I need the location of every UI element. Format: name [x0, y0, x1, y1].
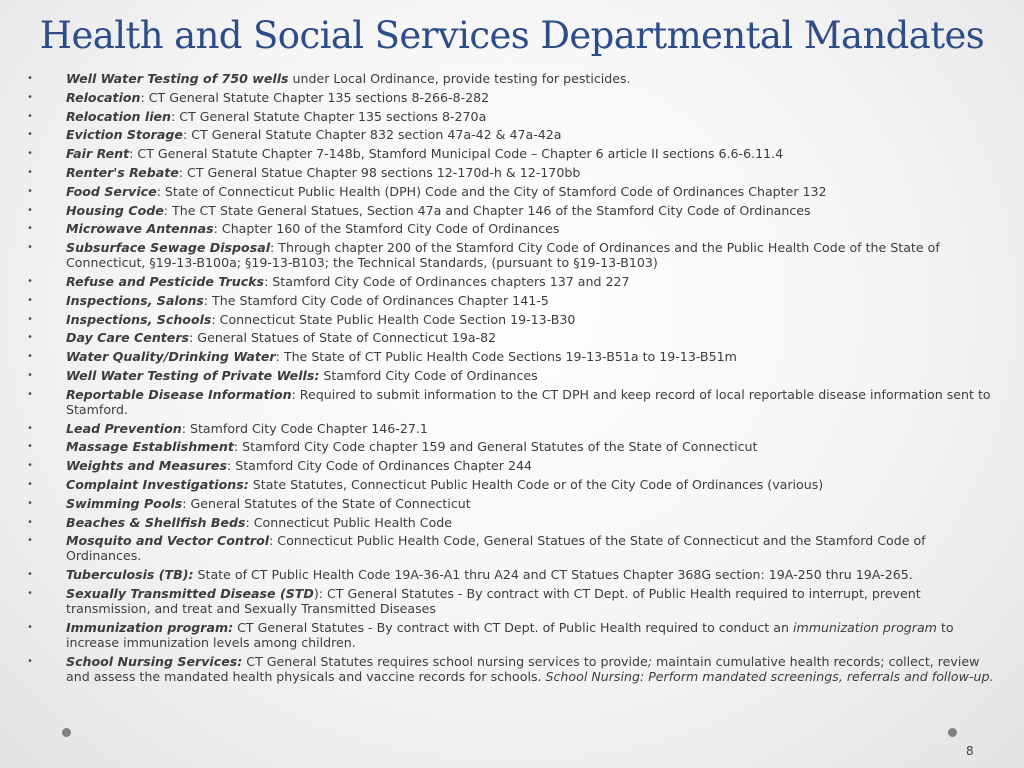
list-item — [0, 496, 1024, 511]
item-emphasis: immunization program — [792, 619, 937, 635]
item-label: Swimming Pools — [66, 495, 183, 511]
bullet-icon: • — [27, 332, 33, 344]
list-item — [0, 240, 1024, 270]
item-text: : Through chapter 200 of the Stamford City Code of Ordinances and the Public Health Code of the State of Connecticut, §19-13-B100a; §19-13-B103; the Technical Standards, (pursuant to §19-13-B103) — [66, 240, 940, 271]
item-text-tail: to increase immunization levels among children. — [66, 619, 954, 650]
list-item — [0, 203, 1024, 218]
list-item — [0, 293, 1024, 308]
bullet-icon: • — [27, 110, 33, 122]
list-item — [0, 127, 1024, 142]
item-text: : Stamford City Code chapter 159 and General Statutes of the State of Connecticut — [233, 439, 758, 455]
bullet-icon: • — [27, 351, 33, 363]
list-item — [0, 421, 1024, 436]
item-text: : Stamford City Code of Ordinances chapters 137 and 227 — [264, 273, 630, 289]
item-label: Well Water Testing of 750 wells — [66, 71, 289, 86]
item-label: Subsurface Sewage Disposal — [66, 240, 271, 256]
item-text: : General Statues of State of Connecticut 19a-82 — [189, 330, 497, 346]
bullet-icon: • — [27, 223, 33, 235]
bullet-icon: • — [27, 388, 33, 400]
item-label: Inspections, Schools — [66, 311, 212, 327]
item-label: Mosquito and Vector Control — [66, 533, 270, 549]
item-text: : CT General Statute Chapter 7-148b, Stamford Municipal Code – Chapter 6 article II sections 6.6-6.11.4 — [129, 146, 784, 162]
list-item — [0, 221, 1024, 236]
list-item — [0, 349, 1024, 364]
item-text: ): CT General Statutes - By contract with CT Dept. of Public Health required to interrupt, prevent transmission, and treat and Sexually Transmitted Diseases — [66, 585, 921, 616]
item-text: CT General Statutes requires school nursing services to provide — [242, 653, 648, 669]
item-label: Massage Establishment — [66, 439, 234, 455]
item-label: Tuberculosis (TB): — [66, 567, 194, 583]
item-label: Eviction Storage — [66, 127, 183, 143]
decorative-dot-left — [62, 728, 71, 737]
list-item — [0, 165, 1024, 180]
bullet-icon: • — [27, 497, 33, 509]
slide-title: Health and Social Services Departmental Mandates — [39, 14, 985, 57]
item-text: Stamford City Code of Ordinances — [319, 367, 538, 383]
page-number: 8 — [966, 744, 974, 758]
bullet-icon: • — [27, 621, 33, 633]
item-text: : CT General Statue Chapter 98 sections 12-170d-h & 12-170bb — [178, 164, 581, 180]
item-text: : Stamford City Code of Ordinances Chapter 244 — [226, 458, 532, 474]
mandates-list — [0, 71, 1024, 687]
item-text: : Chapter 160 of the Stamford City Code of Ordinances — [213, 221, 560, 237]
bullet-icon: • — [27, 294, 33, 306]
bullet-icon: • — [27, 148, 33, 160]
item-text: : CT General Statute Chapter 135 sections 8-266-8-282 — [140, 89, 490, 105]
list-item — [0, 330, 1024, 345]
bullet-icon: • — [27, 166, 33, 178]
list-item — [0, 387, 1024, 417]
bullet-icon: • — [27, 369, 33, 381]
item-label: School Nursing Services: — [66, 653, 243, 669]
item-text: : Connecticut Public Health Code — [245, 514, 453, 530]
bullet-icon: • — [27, 73, 33, 84]
item-text-tail: maintain cumulative health records; collect, review and assess the mandated health physicals and vaccine records for schools. — [66, 653, 980, 684]
item-label: Renter's Rebate — [66, 164, 179, 180]
bullet-icon: • — [27, 535, 33, 547]
bullet-icon: • — [27, 460, 33, 472]
item-label: Day Care Centers — [66, 330, 190, 346]
list-item — [0, 458, 1024, 473]
list-item — [0, 274, 1024, 289]
bullet-icon: • — [27, 185, 33, 197]
bullet-icon: • — [27, 587, 33, 599]
list-item — [0, 567, 1024, 582]
list-item — [0, 71, 1024, 86]
item-text: : Connecticut State Public Health Code Section 19-13-B30 — [211, 311, 576, 327]
list-item — [0, 515, 1024, 530]
list-item — [0, 477, 1024, 492]
item-label: Fair Rent — [66, 146, 130, 162]
item-label: Reportable Disease Information — [66, 386, 292, 402]
item-emphasis-tail: School Nursing: Perform mandated screenings, referrals and follow-up. — [545, 668, 994, 684]
item-emphasis: ; — [647, 653, 653, 669]
item-label: Refuse and Pesticide Trucks — [66, 273, 265, 289]
list-item — [0, 439, 1024, 454]
list-item — [0, 184, 1024, 199]
item-text: : State of Connecticut Public Health (DPH) Code and the City of Stamford Code of Ordinances Chapter 132 — [156, 183, 827, 199]
bullet-icon: • — [27, 129, 33, 141]
bullet-icon: • — [27, 569, 33, 581]
list-item — [0, 654, 1024, 684]
bullet-icon: • — [27, 242, 33, 254]
item-label: Lead Prevention — [66, 420, 182, 436]
bullet-icon: • — [27, 478, 33, 490]
list-item — [0, 90, 1024, 105]
list-item — [0, 109, 1024, 124]
item-text: State Statutes, Connecticut Public Health Code or of the City Code of Ordinances (various) — [248, 476, 824, 492]
item-label: Inspections, Salons — [66, 292, 204, 308]
item-text: : The Stamford City Code of Ordinances Chapter 141-5 — [203, 292, 549, 308]
item-label: Relocation — [66, 89, 141, 105]
item-text: : CT General Statute Chapter 832 section 47a-42 & 47a-42a — [182, 127, 562, 143]
item-text: : The State of CT Public Health Code Sections 19-13-B51a to 19-13-B51m — [275, 349, 737, 365]
bullet-icon: • — [27, 275, 33, 287]
item-text: : Stamford City Code Chapter 146-27.1 — [181, 420, 428, 436]
item-text: CT General Statutes - By contract with CT Dept. of Public Health required to conduct an — [233, 619, 793, 635]
bullet-icon: • — [27, 422, 33, 434]
bullet-icon: • — [27, 655, 33, 667]
item-label: Relocation lien — [66, 108, 172, 124]
bullet-icon: • — [27, 516, 33, 528]
item-label: Housing Code — [66, 202, 164, 218]
item-text: : General Statutes of the State of Connecticut — [182, 495, 471, 511]
bullet-icon: • — [27, 91, 33, 103]
item-label: Food Service — [66, 183, 157, 199]
item-text: under Local Ordinance, provide testing for pesticides. — [288, 71, 631, 86]
item-label: Weights and Measures — [66, 458, 227, 474]
item-label: Microwave Antennas — [66, 221, 214, 237]
bullet-icon: • — [27, 441, 33, 453]
item-label: Water Quality/Drinking Water — [66, 349, 276, 365]
item-text: : CT General Statute Chapter 135 sections 8-270a — [171, 108, 487, 124]
item-text: : Connecticut Public Health Code, General Statues of the State of Connecticut and the Stamford Code of Ordinances. — [66, 533, 926, 564]
list-item — [0, 620, 1024, 650]
list-item — [0, 312, 1024, 327]
list-item — [0, 368, 1024, 383]
item-label: Beaches & Shellfish Beds — [66, 514, 246, 530]
item-text: : Required to submit information to the CT DPH and keep record of local reportable disease information sent to Stamford. — [66, 386, 991, 417]
list-item — [0, 586, 1024, 616]
list-item — [0, 533, 1024, 563]
item-label: Sexually Transmitted Disease (STD — [66, 585, 314, 601]
item-label: Immunization program: — [66, 619, 234, 635]
list-item — [0, 146, 1024, 161]
decorative-dot-right — [948, 728, 957, 737]
bullet-icon: • — [27, 204, 33, 216]
bullet-icon: • — [27, 313, 33, 325]
item-text: : The CT State General Statues, Section 47a and Chapter 146 of the Stamford City Code of Ordinances — [163, 202, 811, 218]
item-label: Complaint Investigations: — [66, 476, 249, 492]
item-label: Well Water Testing of Private Wells: — [66, 367, 320, 383]
item-text: State of CT Public Health Code 19A-36-A1 thru A24 and CT Statues Chapter 368G section: 19A-250 thru 19A-265. — [193, 567, 913, 583]
